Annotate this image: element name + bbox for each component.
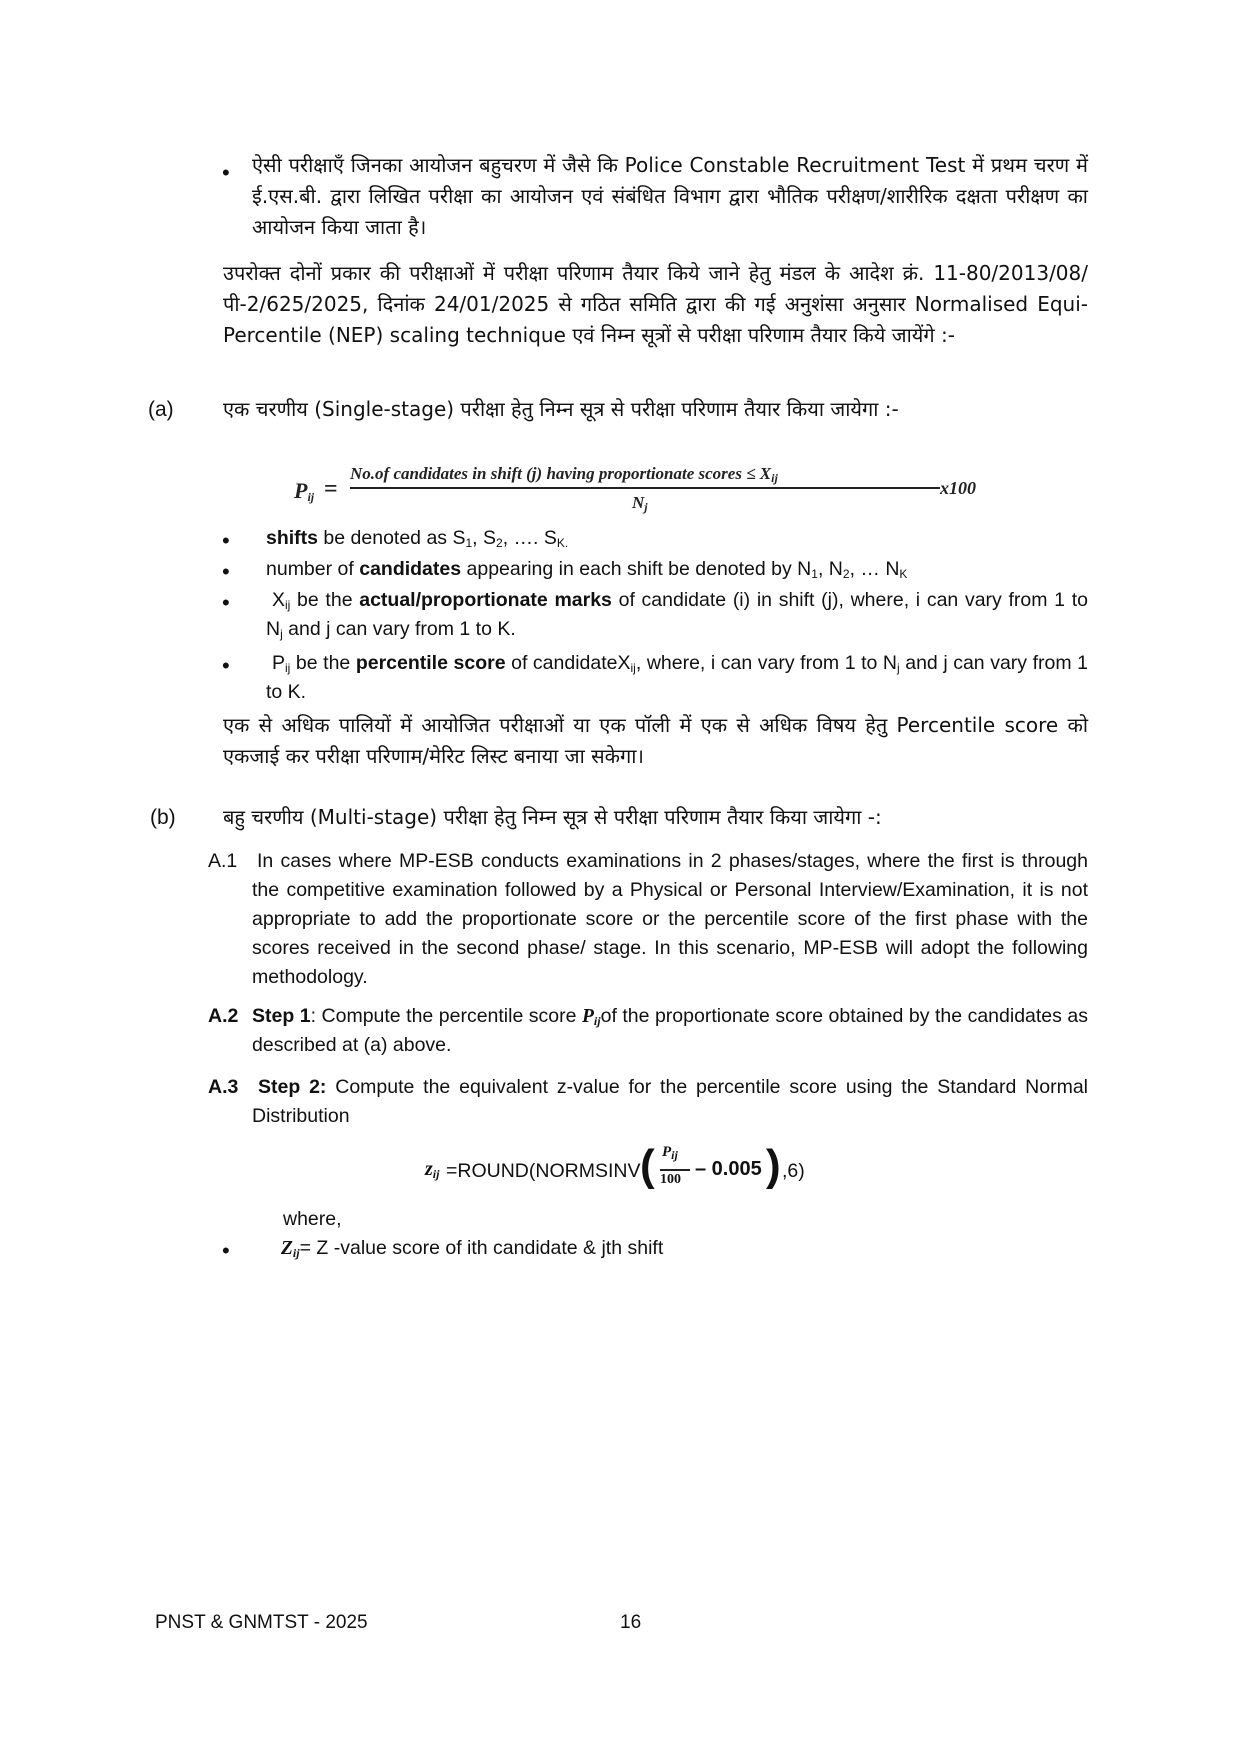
z-formula-tail: ,6) [782, 1160, 805, 1182]
bullet-dot: • [222, 1238, 230, 1263]
z-fraction-line [660, 1169, 690, 1171]
bullet-dot: • [222, 160, 230, 185]
footer-title: PNST & GNMTST - 2025 [155, 1612, 368, 1633]
a3-label: A.3 [208, 1076, 239, 1098]
section-a-closing: एक से अधिक पालियों में आयोजित परीक्षाओं या एक पॉली में एक से अधिक विषय हेतु Percentile score को एकजाई कर परीक्षा परिणाम/मेरिट लिस्ट बनाया जा सकेगा। [223, 713, 1088, 768]
formula-equals: = [324, 476, 338, 502]
z-formula-fn: =ROUND(NORMSINV [446, 1160, 641, 1182]
section-b-heading: बहु चरणीय (Multi-stage) परीक्षा हेतु निम्न सूत्र से परीक्षा परिणाम तैयार किया जायेगा -: [223, 805, 882, 829]
z-frac-numerator: $P_{ij}$ [662, 1144, 678, 1162]
z-formula-lhs: $z_{ij}$ [425, 1158, 440, 1181]
top-bullet-text: ऐसी परीक्षाएँ जिनका आयोजन बहुचरण में जैसे कि Police Constable Recruitment Test में प्रथम चरण में ई.एस.बी. द्वारा लिखित परीक्षा का आयोजन एवं संबंधित विभाग द्वारा भौतिक परीक्षण/शारीरिक दक्षता परीक्षण का आयोजन किया जाता है। [252, 153, 1088, 239]
a1-label: A.1 [208, 850, 238, 872]
bullet-dot: • [222, 528, 230, 553]
formula-multiplier: x100 [940, 478, 976, 498]
fraction-line [350, 487, 940, 489]
a3-text: Step 2: Compute the equivalent z-value for the percentile score using the Standard Normal Distribution [252, 1076, 1088, 1127]
section-a-heading: एक चरणीय (Single-stage) परीक्षा हेतु निम्न सूत्र से परीक्षा परिणाम तैयार किया जायेगा :- [223, 397, 899, 421]
bullet-dot: • [222, 590, 230, 615]
z-definition: $Z_{ij}= Z$ -value score of ith candidate & jth shift [281, 1237, 664, 1260]
a2-label: A.2 [208, 1005, 239, 1027]
bullet-dot: • [222, 653, 230, 678]
bullet-dot: • [222, 559, 230, 584]
close-paren: ) [766, 1141, 781, 1190]
bullet-percentile: $P_{ij}$ be the percentile score of candidateX$_{ij}$, where, i can vary from 1 to $N_j$ and j can vary from 1 to K. [266, 652, 1088, 703]
a1-text: In cases where MP-ESB conducts examinations in 2 phases/stages, where the first is through the competitive examination followed by a Physical or Personal Interview/Examination, it is not appropriate to add the proportionate score or the percentile score of the first phase with the scores received in the second phase/ stage. In this scenario, MP-ESB will adopt the following methodology. [252, 850, 1088, 988]
formula-numerator: No.of candidates in shift (j) having proportionate scores ≤ $X_{ij}$ [350, 464, 778, 485]
intro-paragraph: उपरोक्त दोनों प्रकार की परीक्षाओं में परीक्षा परिणाम तैयार किये जाने हेतु मंडल के आदेश क्रं. 11-80/2013/08/पी-2/625/2025, दिनांक 24/01/2025 से गठित समिति द्वारा की गई अनुशंसा अनुसार Normalised Equi-Percentile (NEP) scaling technique एवं निम्न सूत्रों से परीक्षा परिणाम तैयार किये जायेंगे :- [223, 261, 1088, 347]
z-minus-term: – 0.005 [695, 1158, 762, 1180]
page-number: 16 [620, 1612, 642, 1633]
section-b-label: (b) [150, 806, 176, 829]
bullet-marks: $X_{ij}$ be the actual/proportionate marks of candidate (i) in shift (j), where, i can vary from 1 to $N_j$ and j can vary from 1 to K. [266, 589, 1088, 641]
section-a-label: (a) [148, 398, 174, 421]
bullet-shifts: shifts be denoted as $S_1$, $S_2$, …. $S_{K.}$ [266, 527, 569, 550]
z-frac-denominator: 100 [660, 1172, 681, 1187]
formula-lhs: $P_{ij}$ [294, 478, 315, 504]
where-label: where, [283, 1208, 342, 1230]
formula-denominator: $N_j$ [632, 493, 648, 514]
open-paren: ( [640, 1141, 655, 1190]
bullet-candidates: number of candidates appearing in each shift be denoted by $N_1$, $N_2$, … $N_K$ [266, 558, 908, 581]
a2-text: Step 1: Compute the percentile score $P_{ij}of$ the proportionate score obtained by the candidates as described at (a) above. [252, 1005, 1088, 1056]
